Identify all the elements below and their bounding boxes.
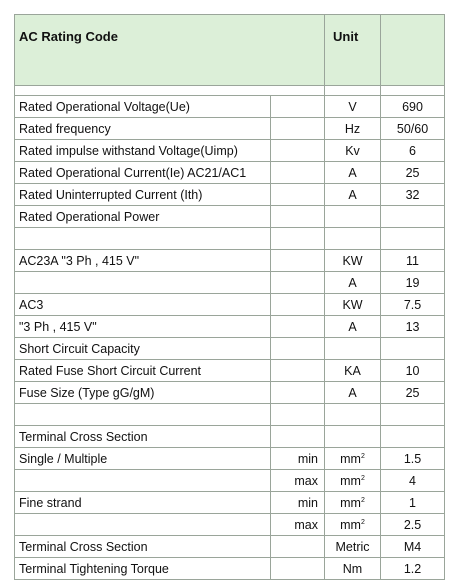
parameter-text: Rated Fuse Short Circuit Current: [19, 363, 202, 378]
unit-cell: [325, 272, 381, 294]
unit-superscript: 2: [360, 474, 365, 482]
table-row: [15, 162, 445, 184]
parameter-cell: [15, 316, 271, 338]
table-row: [15, 228, 445, 250]
spacer-cell: [381, 86, 445, 96]
sub-label-cell: [271, 294, 325, 316]
parameter-cell: [15, 448, 271, 470]
unit-cell: [325, 382, 381, 404]
value-cell: [381, 96, 445, 118]
parameter-text: Rated Uninterrupted Current (Ith): [19, 187, 203, 202]
table-row: [15, 470, 445, 492]
table-row: [15, 426, 445, 448]
value-cell: [381, 360, 445, 382]
value-cell: [381, 470, 445, 492]
unit-cell: [325, 228, 381, 250]
unit-cell: [325, 338, 381, 360]
sub-label-cell: [271, 118, 325, 140]
parameter-text: AC23A "3 Ph , 415 V": [19, 253, 140, 268]
table-row: [15, 118, 445, 140]
sub-label-cell: [271, 536, 325, 558]
rating-table-container: [14, 14, 444, 580]
sub-label-cell: [271, 448, 325, 470]
value-cell: [381, 382, 445, 404]
parameter-cell: [15, 558, 271, 580]
value-text: 19: [405, 275, 420, 290]
value-text: 50/60: [396, 121, 429, 136]
unit-cell: [325, 470, 381, 492]
parameter-cell: [15, 360, 271, 382]
unit-cell: [325, 162, 381, 184]
unit-cell: [325, 250, 381, 272]
unit-cell: [325, 536, 381, 558]
table-row: [15, 140, 445, 162]
table-row: [15, 404, 445, 426]
sub-label-cell: [271, 316, 325, 338]
value-cell: [381, 514, 445, 536]
table-header-row: [15, 15, 445, 86]
parameter-text: "3 Ph , 415 V": [19, 319, 97, 334]
parameter-cell: [15, 536, 271, 558]
sub-label-cell: [271, 470, 325, 492]
sub-label-cell: [271, 360, 325, 382]
unit-text: KW: [342, 253, 363, 268]
value-text: 32: [405, 187, 420, 202]
unit-text: Hz: [344, 121, 361, 136]
parameter-cell: [15, 294, 271, 316]
header-title: AC Rating Code: [15, 15, 325, 86]
ac-rating-table: [14, 14, 445, 580]
sub-label-cell: [271, 250, 325, 272]
sub-label-cell: [271, 382, 325, 404]
parameter-cell: [15, 206, 271, 228]
value-cell: [381, 162, 445, 184]
parameter-text: Single / Multiple: [19, 451, 108, 466]
parameter-cell: [15, 140, 271, 162]
sub-label-text: min: [297, 495, 319, 510]
parameter-text: AC3: [19, 297, 44, 312]
value-cell: [381, 294, 445, 316]
parameter-text: Rated Operational Current(Ie) AC21/AC1: [19, 165, 247, 180]
value-text: 11: [406, 253, 419, 268]
unit-cell: [325, 96, 381, 118]
unit-cell: [325, 514, 381, 536]
parameter-cell: [15, 118, 271, 140]
parameter-cell: [15, 228, 271, 250]
table-row: [15, 250, 445, 272]
value-text: 1: [409, 495, 416, 510]
sub-label-cell: [271, 140, 325, 162]
unit-cell: [325, 206, 381, 228]
parameter-cell: [15, 272, 271, 294]
unit-text: mm: [340, 495, 361, 510]
table-row: [15, 382, 445, 404]
unit-text: KW: [342, 297, 363, 312]
sub-label-cell: [271, 426, 325, 448]
unit-cell: [325, 448, 381, 470]
unit-superscript: 2: [360, 518, 365, 526]
parameter-text: Rated frequency: [19, 121, 111, 136]
sub-label-cell: [271, 404, 325, 426]
parameter-cell: [15, 338, 271, 360]
sub-label-text: max: [294, 517, 319, 532]
unit-cell: [325, 558, 381, 580]
parameter-text: Terminal Cross Section: [19, 539, 148, 554]
value-cell: [381, 426, 445, 448]
header-unit: Unit: [325, 15, 381, 86]
parameter-cell: [15, 96, 271, 118]
parameter-text: Rated impulse withstand Voltage(Uimp): [19, 143, 238, 158]
value-text: 10: [405, 363, 420, 378]
unit-text: A: [348, 385, 357, 400]
value-cell: [381, 206, 445, 228]
value-cell: [381, 448, 445, 470]
sub-label-cell: [271, 492, 325, 514]
unit-text: A: [348, 319, 357, 334]
sub-label-cell: [271, 162, 325, 184]
parameter-cell: [15, 514, 271, 536]
unit-cell: [325, 118, 381, 140]
unit-text: mm: [340, 517, 361, 532]
unit-cell: [325, 492, 381, 514]
value-text: 13: [405, 319, 420, 334]
value-text: 6: [409, 143, 416, 158]
value-text: 4: [409, 473, 416, 488]
table-row: [15, 206, 445, 228]
rating-table-body: [15, 15, 445, 580]
unit-cell: [325, 316, 381, 338]
value-cell: [381, 250, 445, 272]
unit-cell: [325, 360, 381, 382]
value-cell: [381, 338, 445, 360]
unit-text: A: [348, 187, 357, 202]
unit-text: Metric: [335, 539, 370, 554]
table-row: [15, 184, 445, 206]
parameter-text: Short Circuit Capacity: [19, 341, 140, 356]
parameter-cell: [15, 470, 271, 492]
value-text: 1.5: [403, 451, 422, 466]
parameter-cell: [15, 382, 271, 404]
table-row: [15, 448, 445, 470]
value-cell: [381, 272, 445, 294]
table-row: [15, 294, 445, 316]
table-row: [15, 514, 445, 536]
table-row: [15, 492, 445, 514]
value-text: M4: [403, 539, 422, 554]
sub-label-cell: [271, 338, 325, 360]
sub-label-cell: [271, 206, 325, 228]
value-cell: [381, 404, 445, 426]
parameter-cell: [15, 250, 271, 272]
parameter-text: Fuse Size (Type gG/gM): [19, 385, 155, 400]
table-row: [15, 360, 445, 382]
parameter-text: Rated Operational Voltage(Ue): [19, 99, 190, 114]
value-cell: [381, 536, 445, 558]
unit-text: mm: [340, 451, 361, 466]
value-cell: [381, 492, 445, 514]
parameter-text: Fine strand: [19, 495, 82, 510]
unit-cell: [325, 294, 381, 316]
parameter-cell: [15, 426, 271, 448]
value-cell: [381, 118, 445, 140]
value-cell: [381, 184, 445, 206]
value-text: 2.5: [403, 517, 422, 532]
parameter-cell: [15, 404, 271, 426]
sub-label-text: min: [297, 451, 319, 466]
sub-label-cell: [271, 514, 325, 536]
value-cell: [381, 558, 445, 580]
header-value: [381, 15, 445, 86]
unit-text: A: [348, 275, 357, 290]
table-row: [15, 558, 445, 580]
unit-cell: [325, 404, 381, 426]
sub-label-text: max: [294, 473, 319, 488]
value-text: 1.2: [403, 561, 422, 576]
header-spacer-row: [15, 86, 445, 96]
unit-text: Kv: [345, 143, 360, 158]
value-text: 25: [405, 385, 420, 400]
parameter-cell: [15, 492, 271, 514]
spacer-cell: [325, 86, 381, 96]
unit-text: mm: [340, 473, 361, 488]
unit-cell: [325, 426, 381, 448]
sub-label-cell: [271, 228, 325, 250]
parameter-cell: [15, 184, 271, 206]
unit-superscript: 2: [360, 452, 365, 460]
value-cell: [381, 140, 445, 162]
sub-label-cell: [271, 558, 325, 580]
table-row: [15, 536, 445, 558]
unit-cell: [325, 140, 381, 162]
parameter-text: Terminal Cross Section: [19, 429, 148, 444]
parameter-text: Terminal Tightening Torque: [19, 561, 169, 576]
value-cell: [381, 316, 445, 338]
unit-superscript: 2: [360, 496, 365, 504]
parameter-cell: [15, 162, 271, 184]
sub-label-cell: [271, 96, 325, 118]
value-text: 7.5: [403, 297, 422, 312]
value-cell: [381, 228, 445, 250]
value-text: 690: [402, 99, 423, 114]
spacer-cell: [15, 86, 325, 96]
sub-label-cell: [271, 184, 325, 206]
unit-text: KA: [344, 363, 361, 378]
parameter-text: Rated Operational Power: [19, 209, 160, 224]
unit-text: V: [348, 99, 357, 114]
sub-label-cell: [271, 272, 325, 294]
unit-cell: [325, 184, 381, 206]
table-row: [15, 272, 445, 294]
table-row: [15, 316, 445, 338]
value-text: 25: [405, 165, 420, 180]
table-row: [15, 96, 445, 118]
unit-text: Nm: [342, 561, 363, 576]
unit-text: A: [348, 165, 357, 180]
table-row: [15, 338, 445, 360]
